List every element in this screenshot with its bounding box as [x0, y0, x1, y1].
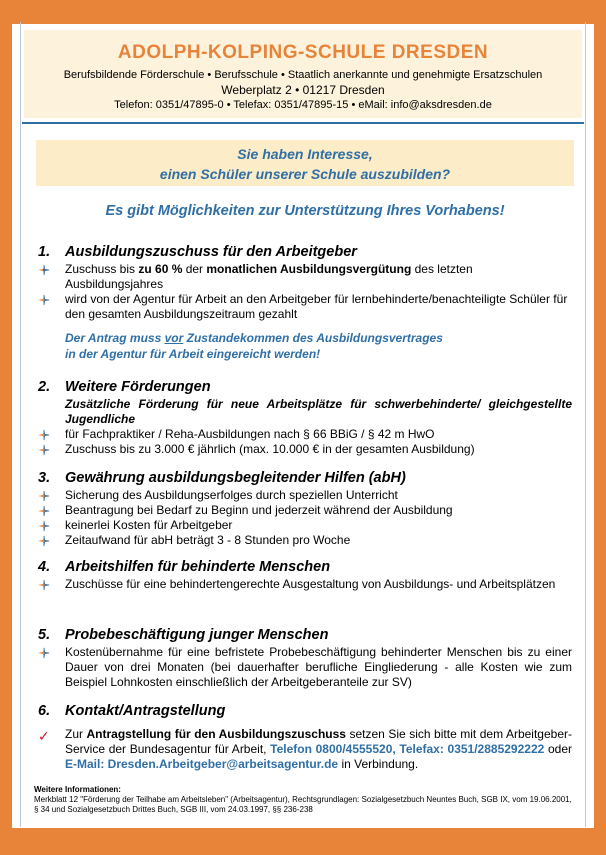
- school-header: [24, 30, 582, 118]
- section-1: [38, 243, 572, 362]
- contact-phone: Telefon 0800/4555520, Telefax: 0351/2885292222: [270, 742, 545, 756]
- section-4: [38, 558, 572, 592]
- section-4-list: [38, 577, 572, 592]
- list-item: für Fachpraktiker / Reha-Ausbildungen nach § 66 BBiG / § 42 m HwO: [38, 427, 572, 442]
- footer-heading: Weitere Informationen:: [34, 785, 121, 794]
- section-2-list: [38, 427, 572, 457]
- section-6-title: [38, 702, 572, 721]
- cross-star-bullet-icon: [38, 490, 50, 502]
- section-5-title: [38, 626, 572, 645]
- section-number: 1.: [38, 244, 51, 260]
- section-number: 6.: [38, 703, 51, 719]
- check-mark-icon: ✓: [38, 728, 50, 744]
- contact-email-link[interactable]: E-Mail: Dresden.Arbeitgeber@arbeitsagentur.de: [65, 757, 339, 771]
- list-item: Kostenübernahme für eine befristete Probebeschäftigung behinderter Menschen bis zu einer Dauer von drei Monaten (bei dauerhafter berufliche Eingliederung - alle Kosten wie zum Beispiel Lohnkosten einschließlich der Arbeitgeberanteile zur SV): [38, 645, 572, 690]
- list-item: Beantragung bei Bedarf zu Beginn und jederzeit während der Ausbildung: [38, 503, 572, 518]
- banner-line-2: einen Schüler unserer Schule auszubilden?: [159, 166, 451, 182]
- list-item: wird von der Agentur für Arbeit an den Arbeitgeber für lernbehinderte/benachteiligte Schüler für den gesamten Ausbildungszeitraum gezahlt: [38, 292, 572, 322]
- section-3: [38, 469, 572, 548]
- section-5-list: [38, 645, 572, 690]
- left-frame-line: [20, 22, 21, 827]
- section-title-text: Gewährung ausbildungsbegleitender Hilfen (abH): [65, 470, 406, 486]
- list-item: keinerlei Kosten für Arbeitgeber: [38, 518, 572, 533]
- list-item: Zuschuss bis zu 60 % der monatlichen Ausbildungsvergütung des letzten Ausbildungsjahres: [38, 262, 572, 292]
- contact-paragraph: ✓ Zur Antragstellung für den Ausbildungszuschuss setzen Sie sich bitte mit dem Arbeitgeber-Service der Bundesagentur für Arbeit, Telefon 0800/4555520, Telefax: 0351/2885292222 oder E-Mail: Dresden.Arbeitgeber@arbeitsagentur.de in Verbindung.: [38, 727, 572, 771]
- banner-line-1: Sie haben Interesse,: [237, 146, 373, 162]
- section-5: [38, 626, 572, 690]
- cross-star-bullet-icon: [38, 647, 50, 659]
- section-title-text: Probebeschäftigung junger Menschen: [65, 627, 329, 643]
- school-subtitle: Berufsbildende Förderschule • Berufsschule • Staatlich anerkannte und genehmigte Ersatzschulen: [63, 69, 543, 81]
- list-item: Zeitaufwand für abH beträgt 3 - 8 Stunden pro Woche: [38, 533, 572, 548]
- section-1-list: [38, 262, 572, 322]
- footer-text: Merkblatt 12 "Förderung der Teilhabe am Arbeitsleben" (Arbeitsagentur), Rechtsgrundlagen: Sozialgesetzbuch Neuntes Buch, SGB IX, vom 19.06.2001, § 34 und Sozialgesetzbuch Drittes Buch, SGB III, vom 24.03.1997, §§ 236-238: [34, 795, 572, 814]
- section-6: [38, 702, 572, 772]
- list-item: Sicherung des Ausbildungserfolges durch speziellen Unterricht: [38, 488, 572, 503]
- section-title-text: Arbeitshilfen für behinderte Menschen: [65, 559, 331, 575]
- section-number: 4.: [38, 559, 51, 575]
- cross-star-bullet-icon: [38, 535, 50, 547]
- section-1-title: [38, 243, 572, 262]
- section-number: 5.: [38, 627, 51, 643]
- school-address: Weberplatz 2 • 01217 Dresden: [221, 83, 385, 97]
- header-divider: [22, 122, 584, 124]
- bottom-orange-bar: [12, 828, 594, 855]
- cross-star-bullet-icon: [38, 520, 50, 532]
- top-orange-bar: [12, 0, 594, 24]
- intro-heading: Es gibt Möglichkeiten zur Unterstützung Ihres Vorhabens!: [105, 203, 505, 219]
- list-item: Zuschüsse für eine behindertengerechte Ausgestaltung von Ausbildungs- und Arbeitsplätzen: [38, 577, 572, 592]
- section-2-subheading: Zusätzliche Förderung für neue Arbeitsplätze für schwerbehinderte/ gleichgestellte Jugendliche: [65, 397, 572, 426]
- right-frame-line: [585, 22, 586, 827]
- section-4-title: [38, 558, 572, 577]
- cross-star-bullet-icon: [38, 429, 50, 441]
- left-orange-border: [0, 0, 12, 855]
- application-note: Der Antrag muss vor Zustandekommen des Ausbildungsvertrages in der Agentur für Arbeit eingereicht werden!: [65, 331, 443, 361]
- section-title-text: Ausbildungszuschuss für den Arbeitgeber: [65, 244, 357, 260]
- section-number: 2.: [38, 379, 51, 395]
- footer-info: [34, 785, 574, 815]
- section-title-text: Weitere Förderungen: [65, 379, 211, 395]
- section-2-title: [38, 378, 572, 397]
- section-3-list: [38, 488, 572, 548]
- cross-star-bullet-icon: [38, 294, 50, 306]
- school-contact: Telefon: 0351/47895-0 • Telefax: 0351/47895-15 • eMail: info@aksdresden.de: [114, 99, 492, 111]
- section-2: [38, 378, 572, 457]
- cross-star-bullet-icon: [38, 505, 50, 517]
- cross-star-bullet-icon: [38, 264, 50, 276]
- cross-star-bullet-icon: [38, 579, 50, 591]
- school-name: ADOLPH-KOLPING-SCHULE DRESDEN: [117, 42, 489, 63]
- cross-star-bullet-icon: [38, 444, 50, 456]
- list-item: Zuschuss bis zu 3.000 € jährlich (max. 10.000 € in der gesamten Ausbildung): [38, 442, 572, 457]
- section-title-text: Kontakt/Antragstellung: [65, 703, 226, 719]
- question-banner: [36, 140, 574, 186]
- section-3-title: [38, 469, 572, 488]
- section-number: 3.: [38, 470, 51, 486]
- right-orange-border: [594, 0, 606, 855]
